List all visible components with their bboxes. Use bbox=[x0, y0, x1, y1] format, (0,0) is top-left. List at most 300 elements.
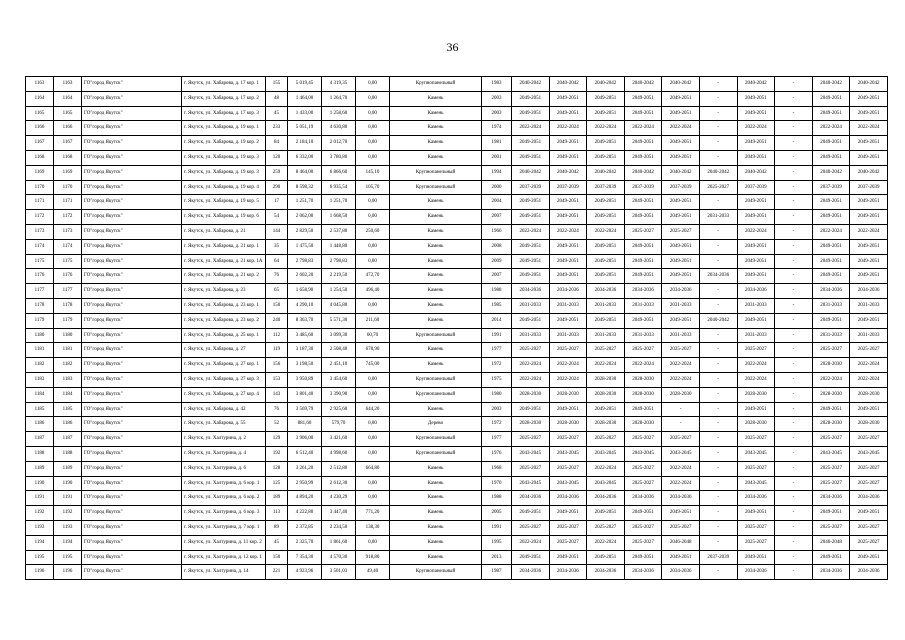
repair-period-cell: 2031-2033 bbox=[662, 328, 700, 343]
repair-period-cell: - bbox=[699, 284, 737, 299]
repair-period-cell: 2049-2051 bbox=[737, 195, 775, 210]
table-row bbox=[26, 372, 888, 387]
repair-period-cell: 2037-2039 bbox=[624, 180, 662, 195]
wall-material-cell: Крупнопанельный bbox=[390, 328, 482, 343]
repair-period-cell: 2034-2036 bbox=[512, 491, 550, 506]
repair-period-cell: - bbox=[775, 520, 813, 535]
repair-period-cell: - bbox=[775, 402, 813, 417]
living-area-cell: 3 099,30 bbox=[322, 328, 356, 343]
repair-period-cell: 2049-2051 bbox=[812, 239, 850, 254]
repair-period-cell: 2025-2027 bbox=[662, 224, 700, 239]
repair-period-cell: 2034-2036 bbox=[587, 565, 625, 580]
repair-period-cell: 2049-2051 bbox=[737, 136, 775, 151]
total-area-cell: 6 332,00 bbox=[288, 150, 322, 165]
repair-period-cell: - bbox=[699, 239, 737, 254]
build-year-cell: 1983 bbox=[482, 77, 512, 92]
repair-period-cell: - bbox=[775, 446, 813, 461]
repair-period-cell: 2049-2051 bbox=[587, 506, 625, 521]
table-row bbox=[26, 550, 888, 565]
living-area-cell: 5 571,30 bbox=[322, 313, 356, 328]
repair-period-cell: 2034-2036 bbox=[587, 491, 625, 506]
nonresidential-area-cell: 0,00 bbox=[356, 432, 390, 447]
repair-period-cell: 2040-2042 bbox=[624, 165, 662, 180]
repair-period-cell: - bbox=[699, 506, 737, 521]
repair-period-cell: - bbox=[699, 520, 737, 535]
living-area-cell: 2 234,50 bbox=[322, 520, 356, 535]
repair-period-cell: 2049-2051 bbox=[850, 106, 888, 121]
row-number-cell: 1175 bbox=[26, 254, 54, 269]
house-id-cell: 1195 bbox=[54, 550, 82, 565]
build-year-cell: 2004 bbox=[482, 195, 512, 210]
residents-count-cell: 64 bbox=[266, 254, 288, 269]
address-cell: г. Якутск, ул. Хабарова, д. 17 кор. 2 bbox=[182, 91, 266, 106]
table-row bbox=[26, 284, 888, 299]
repair-period-cell: 2028-2030 bbox=[549, 417, 587, 432]
municipality-cell: ГО"город Якутск" bbox=[82, 195, 182, 210]
wall-material-cell: Камень bbox=[390, 150, 482, 165]
repair-period-cell: 2034-2036 bbox=[662, 491, 700, 506]
table-row bbox=[26, 195, 888, 210]
repair-period-cell: 2049-2051 bbox=[737, 269, 775, 284]
living-area-cell: 6 935,54 bbox=[322, 180, 356, 195]
repair-period-cell: 2025-2027 bbox=[512, 520, 550, 535]
build-year-cell: 1977 bbox=[482, 343, 512, 358]
living-area-cell: 4 570,30 bbox=[322, 550, 356, 565]
repair-period-cell: 2049-2051 bbox=[587, 550, 625, 565]
living-area-cell: 4 630,80 bbox=[322, 121, 356, 136]
address-cell: г. Якутск, ул. Хабарова, д. 23 кор. 2 bbox=[182, 313, 266, 328]
house-id-cell: 1165 bbox=[54, 106, 82, 121]
repair-period-cell: 2049-2051 bbox=[662, 136, 700, 151]
repair-period-cell: 2049-2051 bbox=[850, 210, 888, 225]
build-year-cell: 1977 bbox=[482, 432, 512, 447]
living-area-cell: 2 508,40 bbox=[322, 343, 356, 358]
wall-material-cell: Камень bbox=[390, 476, 482, 491]
residents-count-cell: 221 bbox=[266, 565, 288, 580]
living-area-cell: 4 045,80 bbox=[322, 298, 356, 313]
repair-period-cell: 2022-2024 bbox=[850, 372, 888, 387]
build-year-cell: 1968 bbox=[482, 461, 512, 476]
repair-period-cell: 2043-2045 bbox=[850, 446, 888, 461]
repair-period-cell: 2049-2051 bbox=[737, 402, 775, 417]
living-area-cell: 1 448,80 bbox=[322, 239, 356, 254]
table-row bbox=[26, 91, 888, 106]
repair-period-cell: 2028-2030 bbox=[512, 417, 550, 432]
repair-period-cell: 2049-2051 bbox=[624, 550, 662, 565]
repair-period-cell: 2049-2051 bbox=[624, 239, 662, 254]
nonresidential-area-cell: 145,10 bbox=[356, 165, 390, 180]
nonresidential-area-cell: 918,80 bbox=[356, 550, 390, 565]
build-year-cell: 1981 bbox=[482, 136, 512, 151]
repair-period-cell: 2049-2051 bbox=[587, 195, 625, 210]
repair-period-cell: 2049-2051 bbox=[850, 269, 888, 284]
table-row bbox=[26, 491, 888, 506]
address-cell: г. Якутск, ул. Хабарова, д. 19 кор. 1 bbox=[182, 121, 266, 136]
address-cell: г. Якутск, ул. Хабарова, д. 27 кор. 3 bbox=[182, 372, 266, 387]
repair-period-cell: 2028-2030 bbox=[587, 387, 625, 402]
total-area-cell: 3 950,89 bbox=[288, 372, 322, 387]
repair-period-cell: 2037-2039 bbox=[587, 180, 625, 195]
build-year-cell: 2003 bbox=[482, 402, 512, 417]
nonresidential-area-cell: 0,00 bbox=[356, 106, 390, 121]
repair-period-cell: 2022-2024 bbox=[587, 224, 625, 239]
repair-period-cell: 2025-2027 bbox=[737, 432, 775, 447]
repair-period-cell: 2040-2042 bbox=[587, 77, 625, 92]
repair-period-cell: 2049-2051 bbox=[812, 313, 850, 328]
house-id-cell: 1188 bbox=[54, 446, 82, 461]
row-number-cell: 1194 bbox=[26, 535, 54, 550]
nonresidential-area-cell: 0,00 bbox=[356, 387, 390, 402]
row-number-cell: 1176 bbox=[26, 269, 54, 284]
repair-period-cell: 2028-2030 bbox=[737, 417, 775, 432]
repair-period-cell: - bbox=[775, 284, 813, 299]
repair-period-cell: 2049-2051 bbox=[624, 269, 662, 284]
residents-count-cell: 125 bbox=[266, 476, 288, 491]
table-row bbox=[26, 269, 888, 284]
build-year-cell: 2005 bbox=[482, 506, 512, 521]
table-row bbox=[26, 565, 888, 580]
repair-period-cell: 2022-2024 bbox=[587, 358, 625, 373]
repair-period-cell: 2022-2024 bbox=[737, 224, 775, 239]
repair-period-cell: 2022-2024 bbox=[662, 461, 700, 476]
repair-period-cell: - bbox=[699, 446, 737, 461]
repair-period-cell: 2028-2030 bbox=[587, 417, 625, 432]
municipality-cell: ГО"город Якутск" bbox=[82, 284, 182, 299]
residents-count-cell: 113 bbox=[266, 506, 288, 521]
repair-period-cell: 2022-2024 bbox=[512, 224, 550, 239]
house-id-cell: 1172 bbox=[54, 210, 82, 225]
wall-material-cell: Камень bbox=[390, 535, 482, 550]
wall-material-cell: Камень bbox=[390, 269, 482, 284]
row-number-cell: 1182 bbox=[26, 358, 54, 373]
table-row bbox=[26, 446, 888, 461]
repair-period-cell: 2022-2024 bbox=[662, 121, 700, 136]
residents-count-cell: 129 bbox=[266, 432, 288, 447]
repair-period-cell: 2037-2039 bbox=[549, 180, 587, 195]
living-area-cell: 2 612,30 bbox=[322, 476, 356, 491]
repair-period-cell: 2022-2024 bbox=[624, 358, 662, 373]
repair-period-cell: 2025-2027 bbox=[624, 476, 662, 491]
municipality-cell: ГО"город Якутск" bbox=[82, 550, 182, 565]
repair-period-cell: 2025-2027 bbox=[624, 461, 662, 476]
repair-period-cell: - bbox=[775, 165, 813, 180]
house-id-cell: 1187 bbox=[54, 432, 82, 447]
repair-period-cell: - bbox=[699, 121, 737, 136]
repair-period-cell: 2049-2051 bbox=[549, 506, 587, 521]
repair-period-cell: 2034-2036 bbox=[662, 284, 700, 299]
table-row bbox=[26, 461, 888, 476]
row-number-cell: 1187 bbox=[26, 432, 54, 447]
repair-period-cell: 2043-2045 bbox=[587, 446, 625, 461]
repair-period-cell: 2049-2051 bbox=[737, 313, 775, 328]
build-year-cell: 1995 bbox=[482, 535, 512, 550]
repair-period-cell: - bbox=[662, 417, 700, 432]
repair-period-cell: 2049-2051 bbox=[624, 195, 662, 210]
repair-period-cell: 2025-2027 bbox=[812, 476, 850, 491]
residents-count-cell: 153 bbox=[266, 372, 288, 387]
repair-period-cell: 2049-2051 bbox=[662, 150, 700, 165]
repair-period-cell: 2049-2051 bbox=[587, 136, 625, 151]
address-cell: г. Якутск, ул. Хабарова, д. 17 кор. 1 bbox=[182, 77, 266, 92]
living-area-cell: 3 780,80 bbox=[322, 150, 356, 165]
house-id-cell: 1191 bbox=[54, 491, 82, 506]
repair-period-cell: 2049-2051 bbox=[624, 210, 662, 225]
repair-period-cell: - bbox=[699, 387, 737, 402]
repair-period-cell: 2031-2033 bbox=[812, 298, 850, 313]
municipality-cell: ГО"город Якутск" bbox=[82, 121, 182, 136]
repair-period-cell: 2028-2030 bbox=[812, 358, 850, 373]
repair-period-cell: 2049-2051 bbox=[737, 106, 775, 121]
municipality-cell: ГО"город Якутск" bbox=[82, 165, 182, 180]
address-cell: г. Якутск, ул. Хабарова, д. 19 кор. 2 bbox=[182, 136, 266, 151]
nonresidential-area-cell: 0,00 bbox=[356, 121, 390, 136]
repair-period-cell: 2028-2030 bbox=[587, 372, 625, 387]
repair-period-cell: 2022-2024 bbox=[662, 476, 700, 491]
row-number-cell: 1179 bbox=[26, 313, 54, 328]
repair-period-cell: 2043-2045 bbox=[737, 446, 775, 461]
house-id-cell: 1167 bbox=[54, 136, 82, 151]
repair-period-cell: 2049-2051 bbox=[850, 195, 888, 210]
page-number: 36 bbox=[446, 40, 459, 54]
repair-period-cell: 2028-2030 bbox=[737, 387, 775, 402]
nonresidential-area-cell: 0,00 bbox=[356, 491, 390, 506]
living-area-cell: 1 668,50 bbox=[322, 210, 356, 225]
wall-material-cell: Камень bbox=[390, 506, 482, 521]
nonresidential-area-cell: 0,00 bbox=[356, 298, 390, 313]
repair-period-cell: 2049-2051 bbox=[512, 269, 550, 284]
repair-period-cell: 2022-2024 bbox=[512, 121, 550, 136]
repair-period-cell: 2049-2051 bbox=[512, 136, 550, 151]
row-number-cell: 1169 bbox=[26, 165, 54, 180]
build-year-cell: 1966 bbox=[482, 224, 512, 239]
housing-register-table bbox=[25, 76, 888, 580]
nonresidential-area-cell: 0,00 bbox=[356, 210, 390, 225]
repair-period-cell: 2022-2024 bbox=[549, 358, 587, 373]
wall-material-cell: Камень bbox=[390, 91, 482, 106]
repair-period-cell: 2025-2027 bbox=[737, 520, 775, 535]
nonresidential-area-cell: 0,00 bbox=[356, 254, 390, 269]
repair-period-cell: 2049-2051 bbox=[549, 195, 587, 210]
repair-period-cell: 2049-2051 bbox=[549, 150, 587, 165]
total-area-cell: 8 464,00 bbox=[288, 165, 322, 180]
repair-period-cell: 2049-2051 bbox=[587, 269, 625, 284]
living-area-cell: 2 925,60 bbox=[322, 402, 356, 417]
address-cell: г. Якутск, ул. Хабарова, д. 27 кор. 1 bbox=[182, 358, 266, 373]
address-cell: г. Якутск, ул. Хабарова, д. 19 кор. 6 bbox=[182, 210, 266, 225]
living-area-cell: 1 254,50 bbox=[322, 284, 356, 299]
repair-period-cell: 2049-2051 bbox=[624, 506, 662, 521]
nonresidential-area-cell: 0,00 bbox=[356, 136, 390, 151]
repair-period-cell: 2049-2051 bbox=[512, 106, 550, 121]
residents-count-cell: 233 bbox=[266, 121, 288, 136]
total-area-cell: 7 354,30 bbox=[288, 550, 322, 565]
repair-period-cell: 2028-2030 bbox=[662, 387, 700, 402]
living-area-cell: 3 501,03 bbox=[322, 565, 356, 580]
repair-period-cell: 2025-2027 bbox=[850, 461, 888, 476]
repair-period-cell: 2034-2036 bbox=[737, 565, 775, 580]
repair-period-cell: 2022-2024 bbox=[549, 224, 587, 239]
row-number-cell: 1189 bbox=[26, 461, 54, 476]
repair-period-cell: - bbox=[699, 372, 737, 387]
repair-period-cell: 2049-2051 bbox=[812, 210, 850, 225]
wall-material-cell: Камень bbox=[390, 550, 482, 565]
living-area-cell: 4 319,35 bbox=[322, 77, 356, 92]
residents-count-cell: 189 bbox=[266, 491, 288, 506]
municipality-cell: ГО"город Якутск" bbox=[82, 150, 182, 165]
repair-period-cell: - bbox=[775, 565, 813, 580]
table-row bbox=[26, 432, 888, 447]
repair-period-cell: 2049-2051 bbox=[512, 195, 550, 210]
repair-period-cell: 2043-2045 bbox=[662, 446, 700, 461]
residents-count-cell: 150 bbox=[266, 550, 288, 565]
address-cell: г. Якутск, ул. Хабарова, д. 55 bbox=[182, 417, 266, 432]
living-area-cell: 2 219,50 bbox=[322, 269, 356, 284]
repair-period-cell: 2049-2051 bbox=[512, 239, 550, 254]
repair-period-cell: 2037-2039 bbox=[812, 180, 850, 195]
address-cell: г. Якутск, ул. Халтурина, д. 6 кор. 3 bbox=[182, 506, 266, 521]
repair-period-cell: - bbox=[699, 224, 737, 239]
repair-period-cell: 2049-2051 bbox=[549, 91, 587, 106]
repair-period-cell: 2034-2036 bbox=[812, 284, 850, 299]
repair-period-cell: 2049-2051 bbox=[850, 239, 888, 254]
repair-period-cell: 2022-2024 bbox=[587, 535, 625, 550]
house-id-cell: 1185 bbox=[54, 402, 82, 417]
repair-period-cell: 2040-2042 bbox=[512, 77, 550, 92]
total-area-cell: 8 363,70 bbox=[288, 313, 322, 328]
repair-period-cell: 2049-2051 bbox=[850, 550, 888, 565]
repair-period-cell: - bbox=[699, 136, 737, 151]
municipality-cell: ГО"город Якутск" bbox=[82, 432, 182, 447]
repair-period-cell: 2049-2051 bbox=[812, 195, 850, 210]
municipality-cell: ГО"город Якутск" bbox=[82, 506, 182, 521]
repair-period-cell: 2031-2033 bbox=[587, 328, 625, 343]
repair-period-cell: 2025-2027 bbox=[549, 343, 587, 358]
repair-period-cell: 2034-2036 bbox=[587, 284, 625, 299]
repair-period-cell: 2022-2024 bbox=[812, 121, 850, 136]
repair-period-cell: 2049-2051 bbox=[737, 254, 775, 269]
repair-period-cell: 2049-2051 bbox=[662, 269, 700, 284]
repair-period-cell: - bbox=[775, 491, 813, 506]
repair-period-cell: - bbox=[775, 121, 813, 136]
wall-material-cell: Камень bbox=[390, 358, 482, 373]
residents-count-cell: 120 bbox=[266, 150, 288, 165]
row-number-cell: 1183 bbox=[26, 372, 54, 387]
repair-period-cell: 2040-2042 bbox=[662, 165, 700, 180]
wall-material-cell: Камень bbox=[390, 106, 482, 121]
repair-period-cell: 2025-2027 bbox=[812, 432, 850, 447]
repair-period-cell: 2031-2033 bbox=[699, 210, 737, 225]
house-id-cell: 1169 bbox=[54, 165, 82, 180]
total-area-cell: 2 325,70 bbox=[288, 535, 322, 550]
municipality-cell: ГО"город Якутск" bbox=[82, 91, 182, 106]
wall-material-cell: Крупнопанельный bbox=[390, 77, 482, 92]
house-id-cell: 1178 bbox=[54, 298, 82, 313]
repair-period-cell: 2034-2036 bbox=[549, 565, 587, 580]
repair-period-cell: 2025-2027 bbox=[512, 343, 550, 358]
repair-period-cell: 2049-2051 bbox=[549, 550, 587, 565]
total-area-cell: 3 801,40 bbox=[288, 387, 322, 402]
repair-period-cell: 2025-2027 bbox=[850, 343, 888, 358]
wall-material-cell: Камень bbox=[390, 224, 482, 239]
residents-count-cell: 89 bbox=[266, 520, 288, 535]
row-number-cell: 1190 bbox=[26, 476, 54, 491]
repair-period-cell: 2025-2027 bbox=[624, 520, 662, 535]
residents-count-cell: 155 bbox=[266, 77, 288, 92]
repair-period-cell: - bbox=[699, 328, 737, 343]
house-id-cell: 1179 bbox=[54, 313, 82, 328]
repair-period-cell: 2022-2024 bbox=[812, 372, 850, 387]
nonresidential-area-cell: 105,70 bbox=[356, 180, 390, 195]
repair-period-cell: - bbox=[775, 387, 813, 402]
build-year-cell: 1987 bbox=[482, 565, 512, 580]
wall-material-cell: Камень bbox=[390, 298, 482, 313]
table-row bbox=[26, 506, 888, 521]
repair-period-cell: - bbox=[775, 535, 813, 550]
nonresidential-area-cell: 0,00 bbox=[356, 535, 390, 550]
repair-period-cell: - bbox=[775, 150, 813, 165]
wall-material-cell: Камень bbox=[390, 284, 482, 299]
table-row bbox=[26, 165, 888, 180]
municipality-cell: ГО"город Якутск" bbox=[82, 565, 182, 580]
repair-period-cell: 2025-2027 bbox=[737, 343, 775, 358]
repair-period-cell: 2037-2039 bbox=[737, 180, 775, 195]
repair-period-cell: 2049-2051 bbox=[850, 254, 888, 269]
wall-material-cell: Крупнопанельный bbox=[390, 446, 482, 461]
repair-period-cell: 2049-2051 bbox=[512, 506, 550, 521]
living-area-cell: 1 258,60 bbox=[322, 106, 356, 121]
municipality-cell: ГО"город Якутск" bbox=[82, 328, 182, 343]
build-year-cell: 1985 bbox=[482, 298, 512, 313]
repair-period-cell: 2049-2051 bbox=[737, 210, 775, 225]
build-year-cell: 1972 bbox=[482, 417, 512, 432]
repair-period-cell: 2025-2027 bbox=[662, 432, 700, 447]
repair-period-cell: 2043-2045 bbox=[512, 476, 550, 491]
build-year-cell: 2007 bbox=[482, 210, 512, 225]
repair-period-cell: - bbox=[699, 535, 737, 550]
total-area-cell: 2 950,99 bbox=[288, 476, 322, 491]
repair-period-cell: 2049-2051 bbox=[812, 550, 850, 565]
house-id-cell: 1175 bbox=[54, 254, 82, 269]
house-id-cell: 1166 bbox=[54, 121, 82, 136]
wall-material-cell: Камень bbox=[390, 210, 482, 225]
repair-period-cell: 2031-2033 bbox=[549, 298, 587, 313]
repair-period-cell: 2049-2051 bbox=[549, 239, 587, 254]
house-id-cell: 1189 bbox=[54, 461, 82, 476]
repair-period-cell: 2034-2036 bbox=[812, 565, 850, 580]
residents-count-cell: 240 bbox=[266, 313, 288, 328]
repair-period-cell: - bbox=[699, 432, 737, 447]
repair-period-cell: - bbox=[775, 269, 813, 284]
nonresidential-area-cell: 0,00 bbox=[356, 372, 390, 387]
wall-material-cell: Камень bbox=[390, 121, 482, 136]
living-area-cell: 2 798,83 bbox=[322, 254, 356, 269]
row-number-cell: 1180 bbox=[26, 328, 54, 343]
address-cell: г. Якутск, ул. Хабарова, д. 23 кор. 1 bbox=[182, 298, 266, 313]
repair-period-cell: 2049-2051 bbox=[812, 106, 850, 121]
repair-period-cell: 2034-2036 bbox=[549, 284, 587, 299]
repair-period-cell: 2043-2045 bbox=[549, 446, 587, 461]
nonresidential-area-cell: 60,70 bbox=[356, 328, 390, 343]
total-area-cell: 3 569,79 bbox=[288, 402, 322, 417]
repair-period-cell: 2022-2024 bbox=[549, 121, 587, 136]
build-year-cell: 2007 bbox=[482, 269, 512, 284]
total-area-cell: 1 251,70 bbox=[288, 195, 322, 210]
wall-material-cell: Дерево bbox=[390, 417, 482, 432]
total-area-cell: 4 923,96 bbox=[288, 565, 322, 580]
total-area-cell: 4 222,80 bbox=[288, 506, 322, 521]
municipality-cell: ГО"город Якутск" bbox=[82, 106, 182, 121]
municipality-cell: ГО"город Якутск" bbox=[82, 461, 182, 476]
